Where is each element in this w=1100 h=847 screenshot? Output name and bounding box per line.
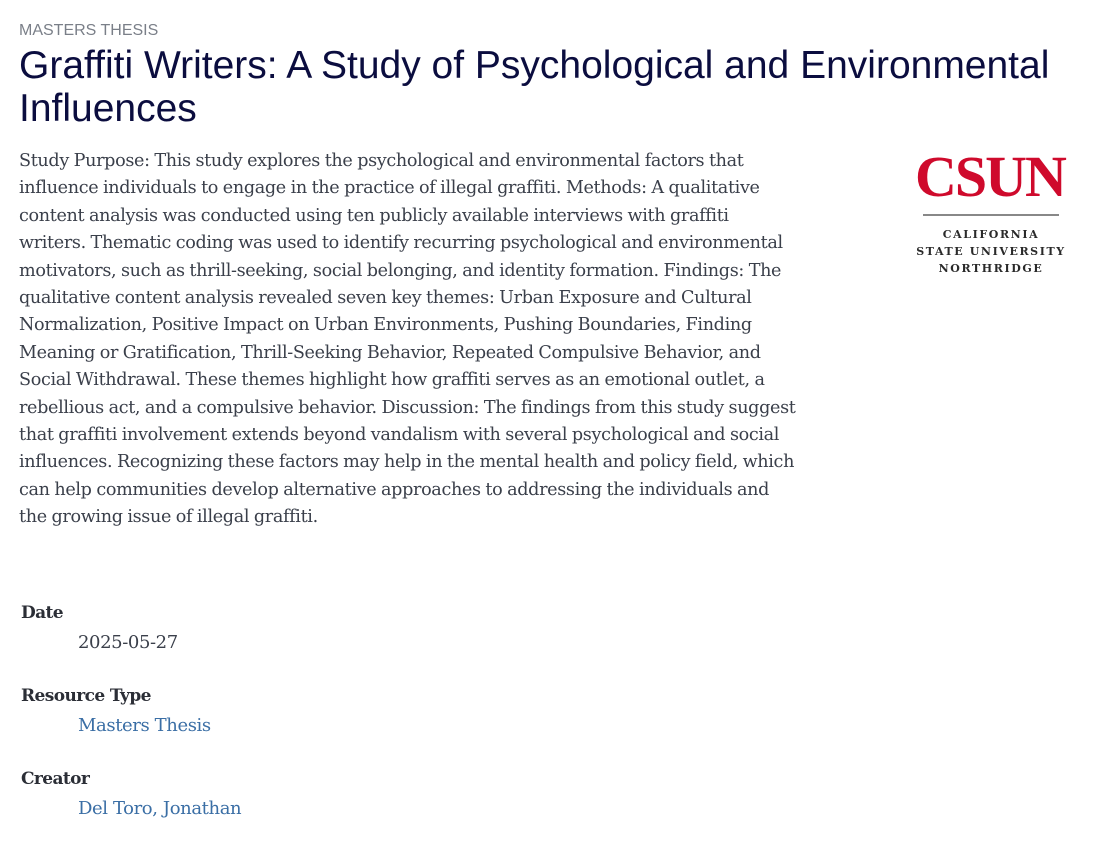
csun-logo-mark: CSUN	[915, 144, 1065, 209]
logo-divider	[923, 214, 1059, 216]
logo-line-california: CALIFORNIA	[942, 228, 1040, 241]
resource-type-link[interactable]: Masters Thesis	[78, 715, 211, 736]
metadata-list	[21, 598, 241, 847]
logo-line-northridge: NORTHRIDGE	[938, 262, 1044, 275]
abstract-text: Study Purpose: This study explores the psychological and environmental factors that influence individuals to engage in the practice of illegal graffiti. Methods: A qualitative content analysis was conducted using ten publicly available interviews with graffiti writers. Thematic coding was used to identify recurring psychological and environmental motivators, such as thrill-seeking, social belonging, and identity formation. Findings: The qualitative content analysis revealed seven key themes: Urban Exposure and Cultural Normalization, Positive Impact on Urban Environments, Pushing Boundaries, Finding Meaning or Gratification, Thrill-Seeking Behavior, Repeated Compulsive Behavior, and Social Withdrawal. These themes highlight how graffiti serves as an emotional outlet, a rebellious act, and a compulsive behavior. Discussion: The findings from this study suggest that graffiti involvement extends beyond vandalism with several psychological and social influences. Recognizing these factors may help in the mental health and policy field, which can help communities develop alternative approaches to addressing the individuals and the growing issue of illegal graffiti.	[19, 151, 796, 528]
creator-label: Creator	[21, 769, 90, 789]
logo-line-state-university: STATE UNIVERSITY	[916, 245, 1066, 258]
resource-type-label: Resource Type	[21, 686, 151, 706]
resource-type-kicker: MASTERS THESIS	[19, 22, 159, 39]
date-value: 2025-05-27	[78, 632, 178, 653]
csun-logo	[888, 144, 1088, 277]
page-title: Graffiti Writers: A Study of Psychological and Environmental Influences	[19, 44, 1050, 130]
creator-link[interactable]: Del Toro, Jonathan	[78, 798, 242, 819]
date-label: Date	[21, 603, 64, 623]
